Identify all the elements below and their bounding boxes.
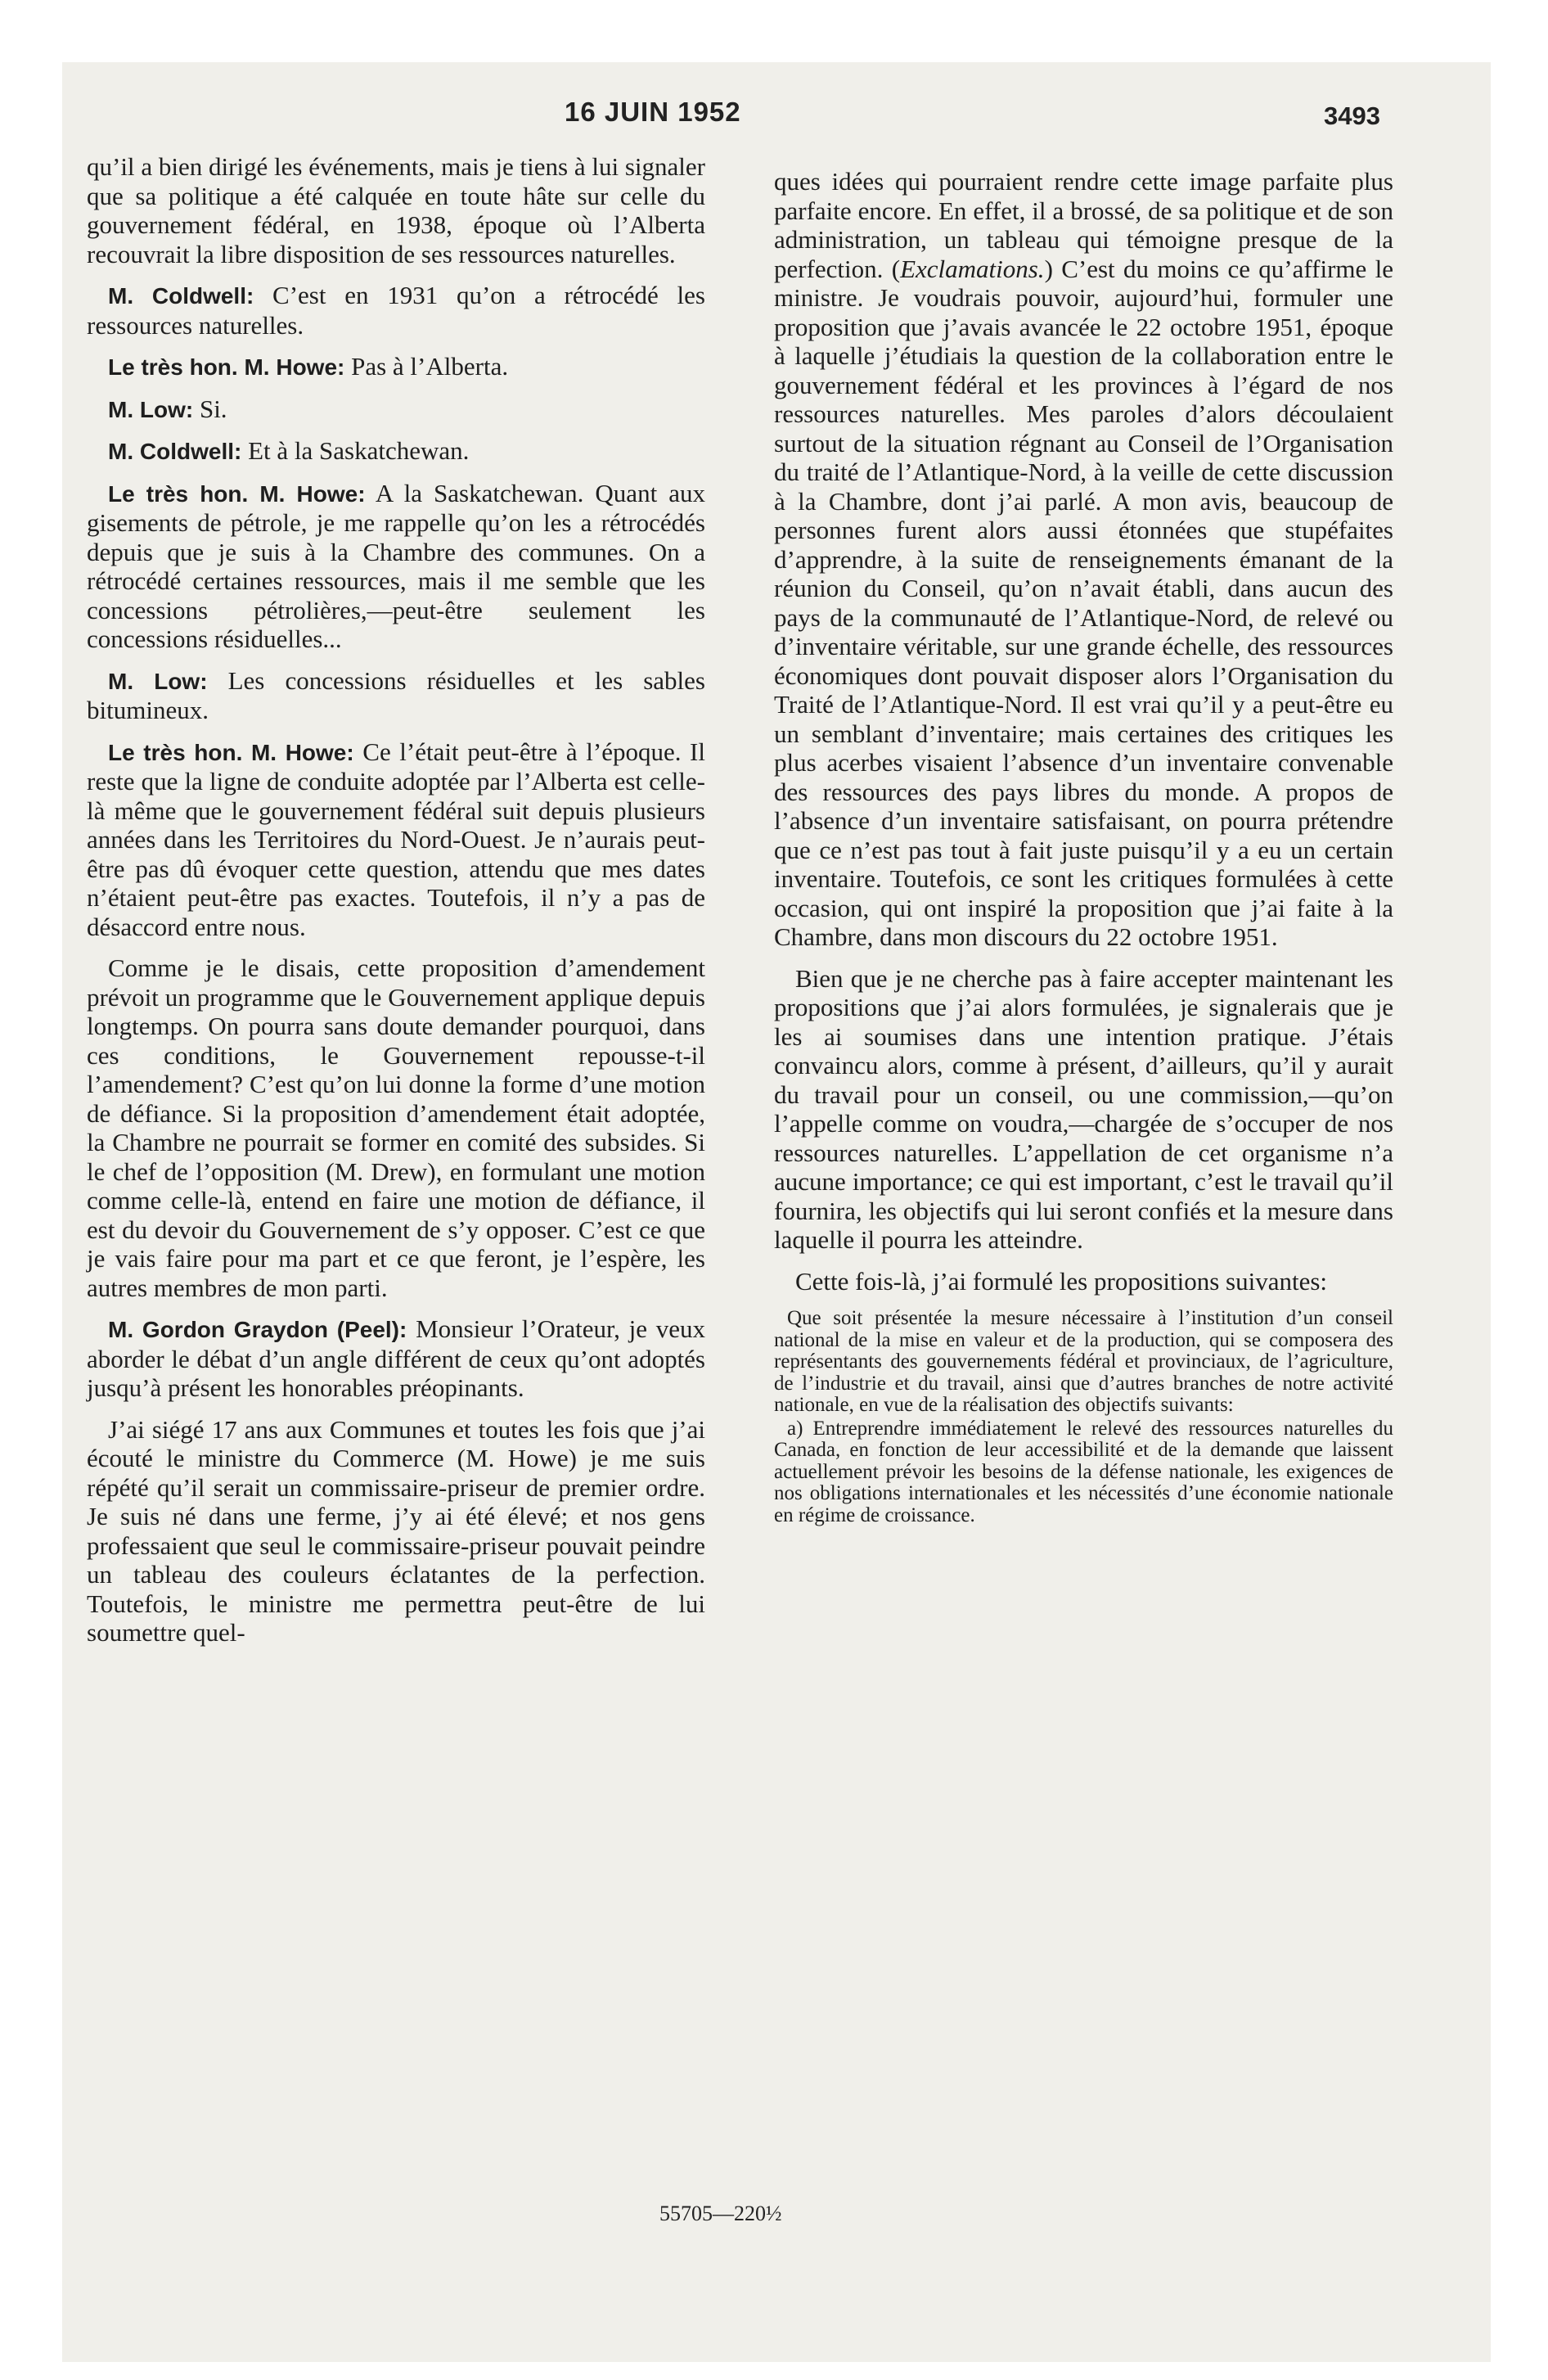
speaker-name: M. Coldwell: xyxy=(108,283,254,309)
speaker-name: M. Low: xyxy=(108,396,194,422)
speech-text: C’est en 1931 qu’on a rétrocédé les ressources naturelles. xyxy=(87,281,705,340)
speaker-name: M. Gordon Graydon (Peel): xyxy=(108,1317,407,1342)
quote-paragraph: a) Entreprendre immédiatement le relevé des ressources naturelles du Canada, en fonction de leur accessibilité et de la demande que laissent actuellement prévoir les besoins de la défense nationale, les exigences de nos obligations internationales et les nécessités d’une économie nationale en régime de croissance. xyxy=(774,1417,1393,1526)
paragraph: qu’il a bien dirigé les événements, mais je tiens à lui signaler que sa politique a été calquée en toute hâte sur celle du gouvernement fédéral, en 1938, époque où l’Alberta recouvrait la libre disposition de ses ressources naturelles. xyxy=(87,152,705,268)
page-date: 16 JUIN 1952 xyxy=(565,97,741,127)
paragraph: Cette fois-là, j’ai formulé les propositions suivantes: xyxy=(795,1266,1328,1296)
paragraph xyxy=(87,737,705,942)
paragraph xyxy=(87,479,705,654)
speaker-name: Le très hon. M. Howe: xyxy=(108,739,354,765)
paragraph xyxy=(87,436,705,467)
right-column xyxy=(774,167,1393,1531)
paragraph xyxy=(87,352,705,382)
paragraph: Comme je le disais, cette proposition d’amendement prévoit un programme que le Gouvernement applique depuis longtemps. On pourra sans doute demander pourquoi, dans ces conditions, le Gouvernement repousse-t-il l’amendement? C’est qu’on lui donne la forme d’une motion de défiance. Si la proposition d’amendement était adoptée, la Chambre ne pourrait se former en comité des subsides. Si le chef de l’opposition (M. Drew), en formulant une motion comme celle-là, entend en faire une motion de défiance, il est du devoir du Gouvernement de s’y opposer. C’est ce que je vais faire pour ma part et ce que feront, je l’espère, les autres membres de mon parti. xyxy=(87,953,705,1302)
print-code: 55705—220½ xyxy=(659,2202,782,2225)
paragraph xyxy=(774,167,1393,952)
speech-text: ques idées qui pourraient rendre cette image parfaite plus parfaite encore. En effet, il a brossé, de sa politique et de son administration, un tableau qui témoigne presque de la perfection. ( xyxy=(774,167,1393,283)
speech-text: Les concessions résiduelles et les sables bitumineux. xyxy=(87,665,705,724)
speaker-name: M. Coldwell: xyxy=(108,439,242,464)
speech-text: A la Saskatchewan. Quant aux gisements de pétrole, je me rappelle qu’on les a rétrocédés depuis que je suis à la Chambre des communes. On a rétrocédé certaines ressources, mais il me semble que les concessions pétrolières,—peut-être seulement les concessions résiduelles... xyxy=(87,478,705,653)
speech-text: Ce l’était peut-être à l’époque. Il reste que la ligne de conduite adoptée par l’Alberta est celle-là même que le gouvernement fédéral suit depuis plusieurs années dans les Territoires du Nord-Ouest. Je n’aurais peut-être pas dû évoquer cette question, attendu que mes dates n’étaient peut-être pas exactes. Toutefois, il n’y a pas de désaccord entre nous. xyxy=(87,737,705,941)
page-number: 3493 xyxy=(1324,101,1380,130)
speech-text: Monsieur l’Orateur, je veux aborder le débat d’un angle différent de ceux qu’ont adoptés jusqu’à présent les honorables préopinants. xyxy=(87,1314,705,1402)
paragraph xyxy=(87,666,705,725)
quoted-proposal xyxy=(774,1308,1393,1526)
quote-paragraph: Que soit présentée la mesure nécessaire à l’institution d’un conseil national de la mise en valeur et de la production, qui se composera des représentants des gouvernements fédéral et provinciaux, de l’agriculture, de l’industrie et du travail, ainsi que d’autres branches de notre activité nationale, en vue de la réalisation des objectifs suivants: xyxy=(774,1307,1393,1416)
paragraph xyxy=(87,394,705,425)
paragraph xyxy=(87,281,705,340)
left-column xyxy=(87,152,705,1660)
paragraph: J’ai siégé 17 ans aux Communes et toutes les fois que j’ai écouté le ministre du Commerce (M. Howe) je me suis répété qu’il serait un commissaire-priseur de premier ordre. Je suis né dans une ferme, j’y ai été élevé; et nos gens professaient que seul le commissaire-priseur pouvait peindre un tableau des couleurs éclatantes de la perfection. Toutefois, le ministre me permettra peut-être de lui soumettre quel- xyxy=(87,1414,705,1647)
speech-text: Et à la Saskatchewan. xyxy=(241,436,470,465)
paragraph: Bien que je ne cherche pas à faire accepter maintenant les propositions que j’ai alors formulées, je signalerais que je les ai soumises dans une intention pratique. J’étais convaincu alors, comme à présent, d’ailleurs, qu’il y aurait du travail pour un conseil, ou une commission,—qu’on l’appelle comme on voudra,—chargée de s’occuper de nos ressources naturelles. L’appellation de cet organisme n’a aucune importance; ce qui est important, c’est le travail qu’il fournira, les objectifs qui lui seront confiés et la mesure dans laquelle il pourra les atteindre. xyxy=(774,963,1393,1254)
speech-text: Pas à l’Alberta. xyxy=(344,352,509,381)
stage-direction: Exclamations. xyxy=(900,254,1045,283)
speaker-name: M. Low: xyxy=(108,668,208,694)
speech-text: Si. xyxy=(193,394,227,423)
speech-text: ) C’est du moins ce qu’affirme le ministre. Je voudrais pouvoir, aujourd’hui, formuler une proposition que j’avais avancée le 22 octobre 1951, époque à laquelle j’étudiais la question de la collaboration entre le gouvernement fédéral et les provinces à l’égard de nos ressources naturelles. Mes paroles d’alors découlaient surtout de la situation régnant au Conseil de l’Organisation du traité de l’Atlantique-Nord, à la veille de cette discussion à la Chambre, dont j’ai parlé. A mon avis, beaucoup de personnes furent alors aussi étonnées que stupéfaites d’apprendre, à la suite de renseignements émanant de la réunion du Conseil, qu’on n’avait établi, dans aucun des pays de la communauté de l’Atlantique-Nord, de relevé ou d’inventaire véritable, sur une grande échelle, des ressources économiques dont pouvait disposer alors l’Organisation du Traité de l’Atlantique-Nord. Il est vrai qu’il y a peut-être eu un semblant d’inventaire; mais certaines des critiques les plus acerbes visaient l’absence d’un inventaire convenable des ressources des pays libres du monde. A propos de l’absence d’un inventaire satisfaisant, on pourra prétendre que ce n’est pas tout à fait juste puisqu’il y a eu un certain inventaire. Toutefois, ce sont les critiques formulées à cette occasion, qui ont inspiré la proposition que j’ai faite à la Chambre, dans mon discours du 22 octobre 1951. xyxy=(774,254,1393,951)
paragraph xyxy=(87,1314,705,1403)
speaker-name: Le très hon. M. Howe: xyxy=(108,480,366,507)
speaker-name: Le très hon. M. Howe: xyxy=(108,354,345,380)
